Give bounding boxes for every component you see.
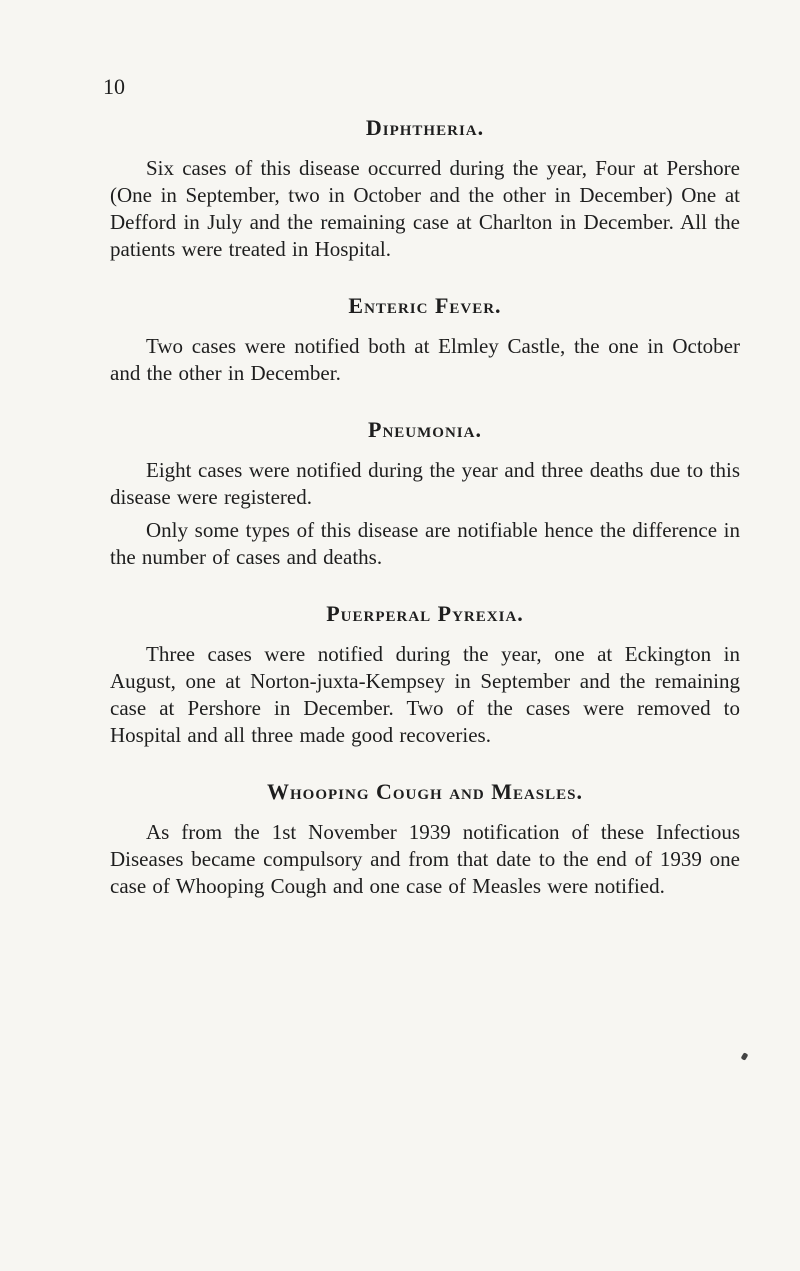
section-enteric-fever	[110, 293, 740, 387]
section-whooping-cough-measles	[110, 779, 740, 900]
paragraph: Two cases were notified both at Elmley Castle, the one in October and the other in December.	[110, 334, 740, 385]
document-body	[110, 115, 740, 930]
section-heading: Enteric Fever.	[348, 293, 502, 318]
paragraph: Only some types of this disease are notifiable hence the difference in the number of cases and deaths.	[110, 518, 740, 569]
section-heading: Whooping Cough and Measles.	[266, 779, 584, 804]
paragraph: Eight cases were notified during the year and three deaths due to this disease were registered.	[110, 458, 740, 509]
paragraph: Three cases were notified during the year, one at Eckington in August, one at Norton-juxta-Kempsey in September and the remaining case at Pershore in December. Two of the cases were removed to Hospital and all three made good recoveries.	[110, 642, 740, 747]
section-heading: Diphtheria.	[365, 115, 485, 140]
paragraph: Six cases of this disease occurred during the year, Four at Pershore (One in September, two in October and the other in December) One at Defford in July and the remaining case at Charlton in December. All the patients were treated in Hospital.	[110, 156, 740, 261]
section-pneumonia	[110, 417, 740, 571]
paragraph: As from the 1st November 1939 notification of these Infectious Diseases became compulsory and from that date to the end of 1939 one case of Whooping Cough and one case of Measles were notified.	[110, 820, 740, 898]
section-heading: Puerperal Pyrexia.	[326, 601, 524, 626]
ink-speck	[741, 1052, 749, 1061]
section-puerperal-pyrexia	[110, 601, 740, 749]
section-heading: Pneumonia.	[368, 417, 482, 442]
page-number: 10	[103, 74, 125, 99]
section-diphtheria	[110, 115, 740, 263]
